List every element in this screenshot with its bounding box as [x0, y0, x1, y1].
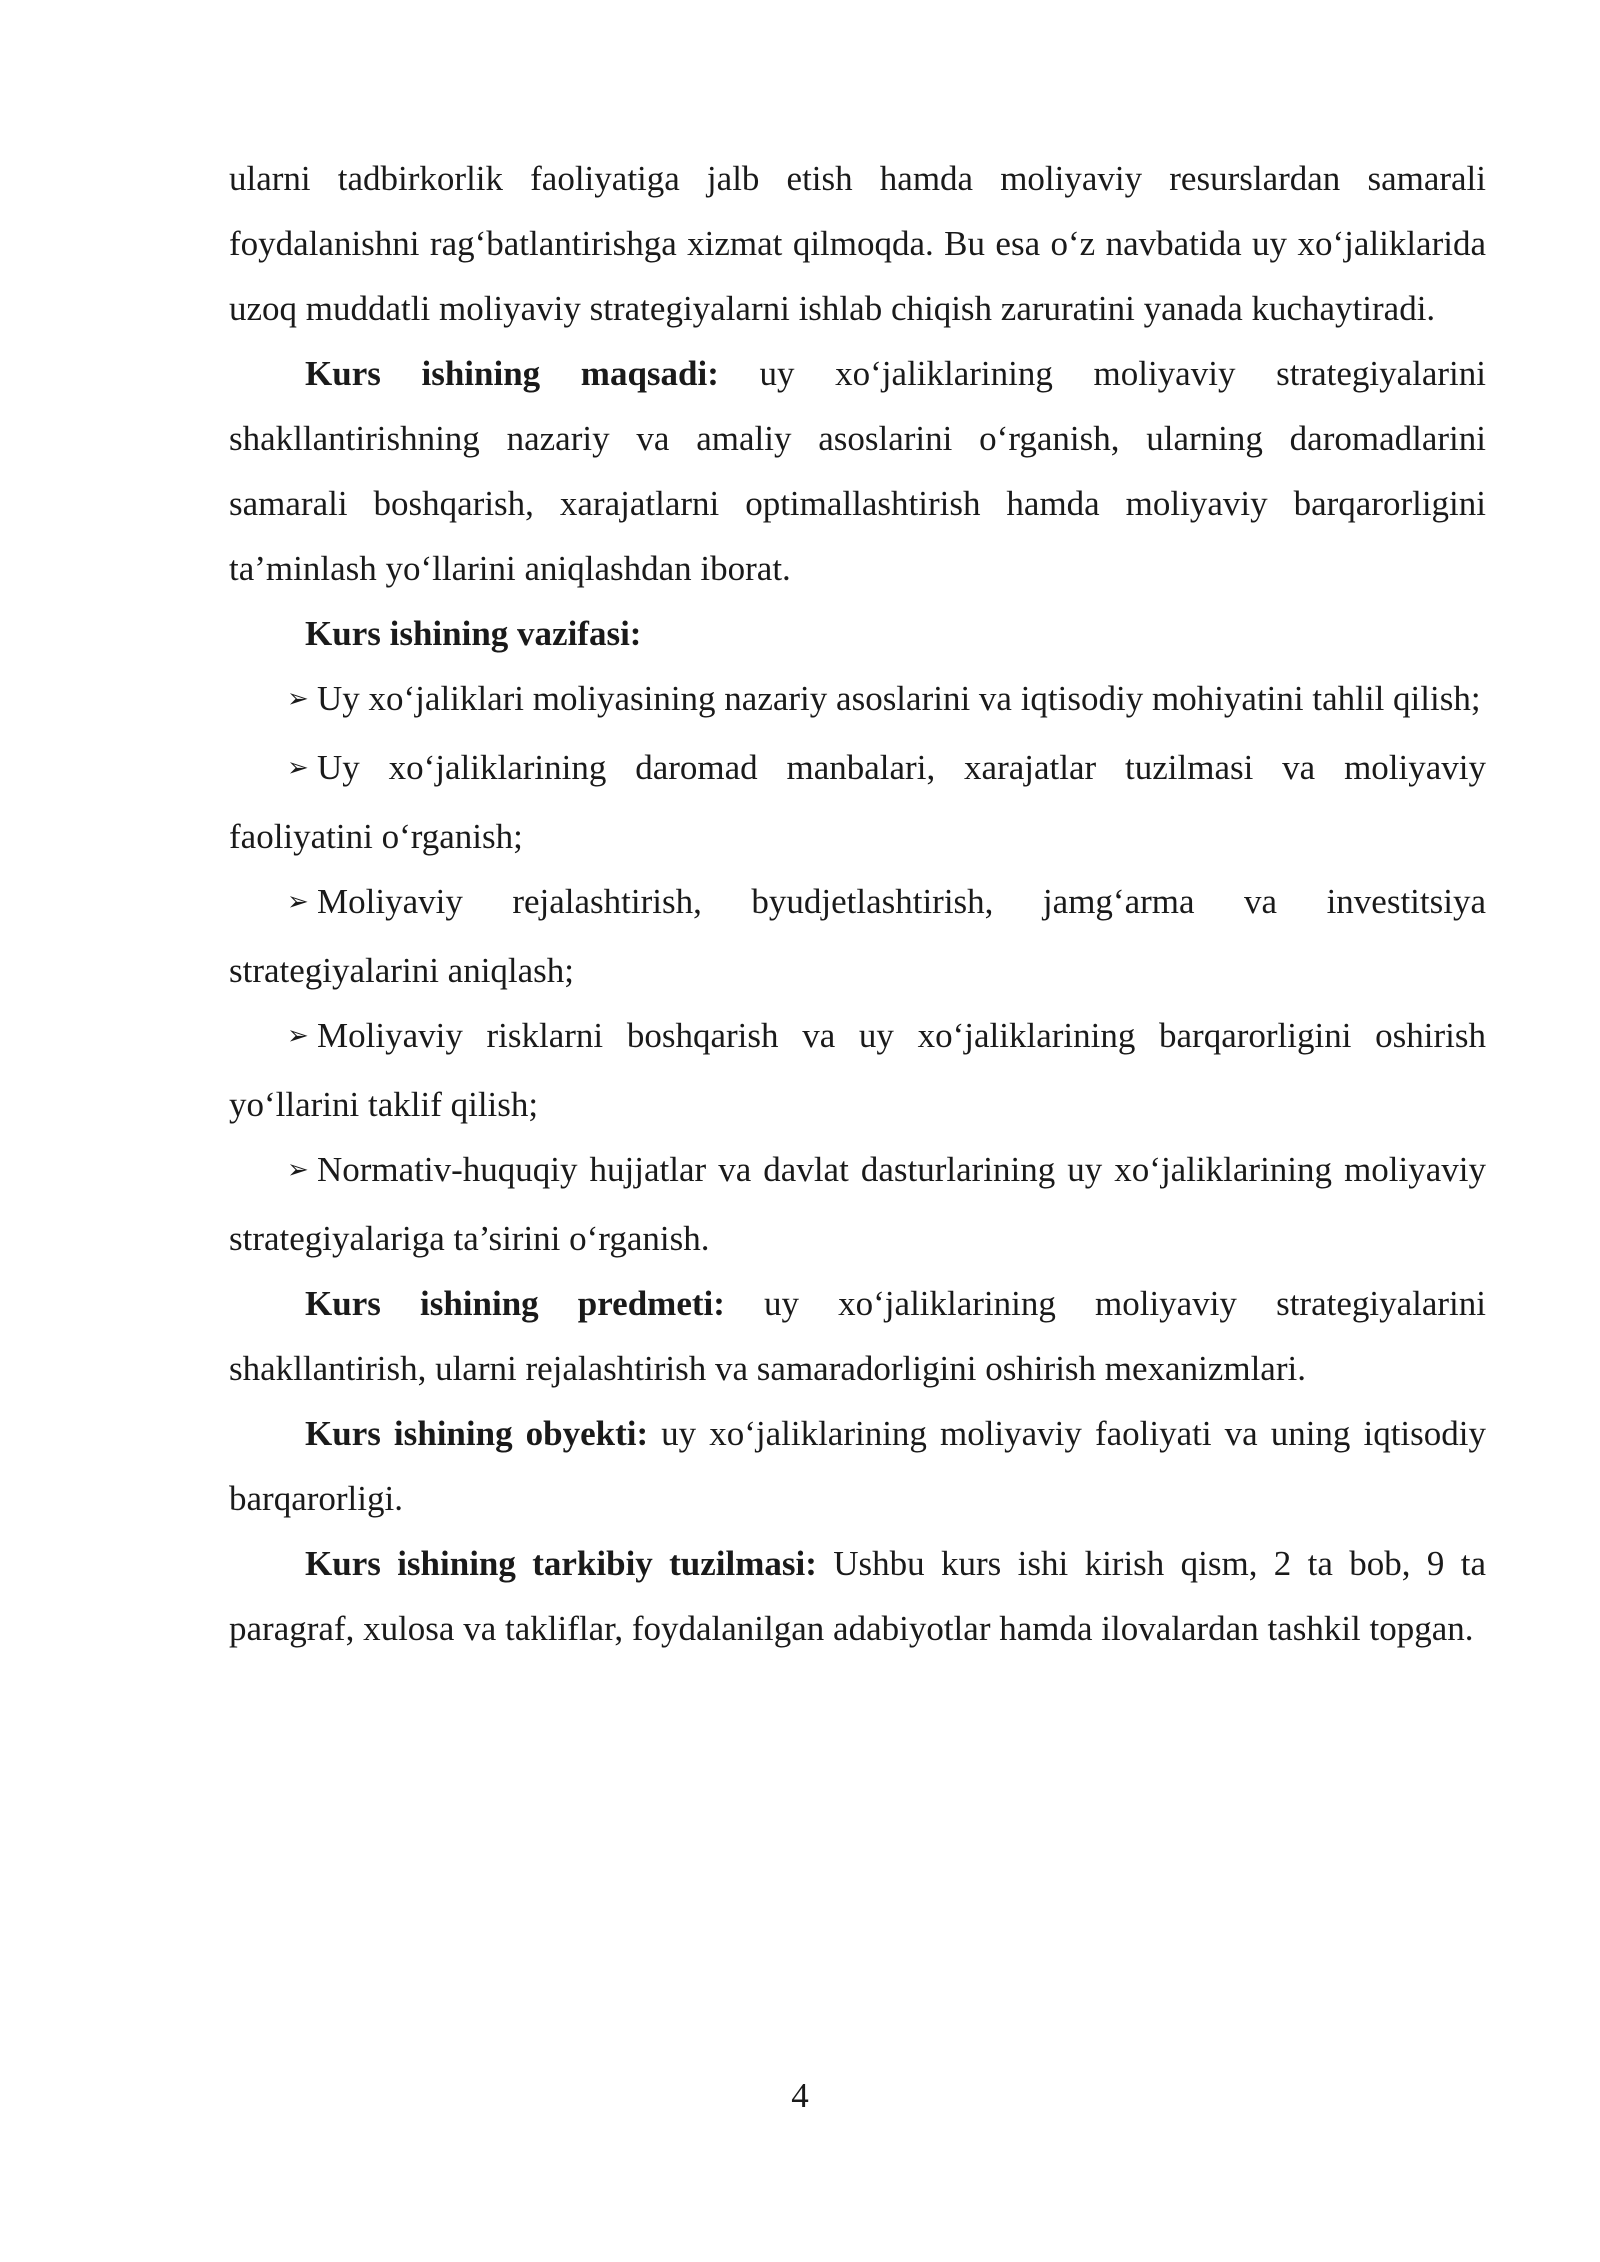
tuzilma-text: Ushbu kurs ishi kirish qism, 2 ta bob, 9 ta paragraf, xulosa va takliflar, foydalanilgan adabiyotlar hamda ilovalardan tashkil topgan.: [229, 1544, 1486, 1648]
vazifa-item-text: Uy xo‘jaliklari moliyasining nazariy asoslarini va iqtisodiy mohiyatini tahlil qilish;: [317, 679, 1481, 718]
obyekt-paragraph: [229, 1401, 1486, 1531]
arrow-bullet-icon: ➢: [287, 887, 309, 917]
predmet-label: Kurs ishining predmeti:: [305, 1284, 725, 1323]
arrow-bullet-icon: ➢: [287, 1021, 309, 1051]
tuzilma-paragraph: [229, 1531, 1486, 1661]
vazifa-item-text: Moliyaviy risklarni boshqarish va uy xo‘jaliklarining barqarorligini oshirish yo‘llarini taklif qilish;: [229, 1016, 1486, 1124]
vazifa-item-text: Uy xo‘jaliklarining daromad manbalari, xarajatlar tuzilmasi va moliyaviy faoliyatini o‘rganish;: [229, 748, 1486, 856]
tuzilma-label: Kurs ishining tarkibiy tuzilmasi:: [305, 1544, 817, 1583]
obyekt-text: uy xo‘jaliklarining moliyaviy faoliyati va uning iqtisodiy barqarorligi.: [229, 1414, 1486, 1518]
vazifa-item-text: Normativ-huquqiy hujjatlar va davlat dasturlarining uy xo‘jaliklarining moliyaviy strategiyalariga ta’sirini o‘rganish.: [229, 1150, 1486, 1258]
vazifa-item-text: Moliyaviy rejalashtirish, byudjetlashtirish, jamg‘arma va investitsiya strategiyalarini aniqlash;: [229, 882, 1486, 990]
predmet-paragraph: [229, 1271, 1486, 1401]
vazifa-item: [229, 1003, 1486, 1137]
vazifa-item: [229, 1137, 1486, 1271]
vazifa-label: Kurs ishining vazifasi:: [305, 614, 642, 653]
vazifa-item: [229, 735, 1486, 869]
arrow-bullet-icon: ➢: [287, 684, 309, 714]
predmet-text: uy xo‘jaliklarining moliyaviy strategiyalarini shakllantirish, ularni rejalashtirish va samaradorligini oshirish mexanizmlari.: [229, 1284, 1486, 1388]
maqsad-label: Kurs ishining maqsadi:: [305, 354, 719, 393]
obyekt-label: Kurs ishining obyekti:: [305, 1414, 649, 1453]
vazifa-item: [229, 666, 1486, 735]
arrow-bullet-icon: ➢: [287, 1155, 309, 1185]
document-body: [229, 146, 1486, 1661]
maqsad-paragraph: [229, 341, 1486, 601]
intro-paragraph: ularni tadbirkorlik faoliyatiga jalb etish hamda moliyaviy resurslardan samarali foydalanishni rag‘batlantirishga xizmat qilmoqda. Bu esa o‘z navbatida uy xo‘jaliklarida uzoq muddatli moliyaviy strategiyalarni ishlab chiqish zaruratini yanada kuchaytiradi.: [229, 159, 1486, 328]
vazifa-item: [229, 869, 1486, 1003]
page-number: 4: [791, 2076, 809, 2115]
maqsad-text: uy xo‘jaliklarining moliyaviy strategiyalarini shakllantirishning nazariy va amaliy asoslarini o‘rganish, ularning daromadlarini samarali boshqarish, xarajatlarni optimallashtirish hamda moliyaviy barqarorligini ta’minlash yo‘llarini aniqlashdan iborat.: [229, 354, 1486, 588]
arrow-bullet-icon: ➢: [287, 753, 309, 783]
vazifa-heading: [229, 601, 1486, 666]
